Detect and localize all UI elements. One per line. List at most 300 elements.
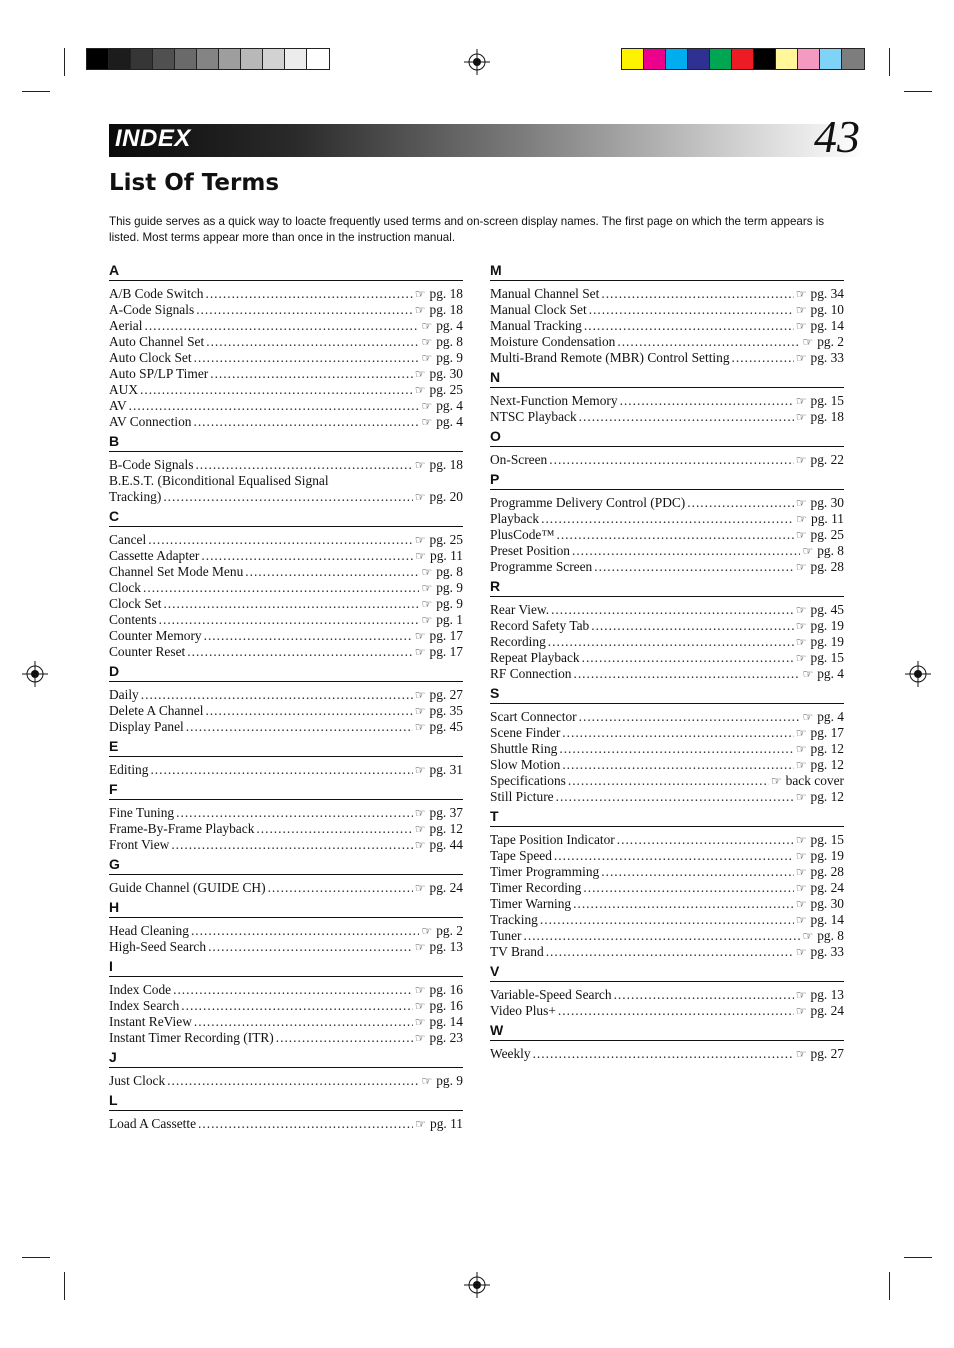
index-section-m	[490, 262, 844, 366]
pointing-hand-icon: ☞	[795, 913, 807, 927]
page-reference	[415, 1116, 463, 1132]
page-reference	[796, 789, 844, 805]
index-term: Contents	[109, 612, 157, 627]
page-reference-text: pg. 30	[810, 896, 844, 911]
index-entry	[490, 709, 844, 725]
page-reference	[415, 548, 463, 564]
pointing-hand-icon: ☞	[770, 774, 782, 788]
index-term: Auto Channel Set	[109, 334, 205, 349]
page-reference	[796, 495, 844, 511]
leader-dots	[568, 773, 769, 789]
page-reference-text: pg. 12	[810, 789, 844, 804]
leader-dots	[556, 789, 794, 805]
index-term: Manual Channel Set	[490, 286, 600, 301]
index-term: Programme Screen	[490, 559, 593, 574]
pointing-hand-icon: ☞	[414, 490, 426, 504]
page-reference	[796, 864, 844, 880]
index-term: Tracking	[490, 912, 538, 927]
index-entry	[109, 414, 463, 430]
pointing-hand-icon: ☞	[414, 303, 426, 317]
crop-mark	[889, 48, 890, 76]
leader-dots	[148, 532, 413, 548]
page-reference-text: pg. 15	[810, 832, 844, 847]
page-reference	[796, 1003, 844, 1019]
leader-dots	[201, 548, 413, 564]
page-number: 43	[814, 111, 860, 162]
pointing-hand-icon: ☞	[415, 1117, 427, 1131]
section-letter: H	[109, 899, 463, 918]
page-reference	[415, 998, 463, 1014]
page-reference-text: pg. 13	[429, 939, 463, 954]
page-reference-text: pg. 45	[429, 719, 463, 734]
page-reference-text: pg. 12	[810, 757, 844, 772]
index-term: Index Search	[109, 998, 180, 1013]
pointing-hand-icon: ☞	[421, 335, 433, 349]
page-reference-text: pg. 30	[810, 495, 844, 510]
index-entry	[109, 334, 463, 350]
page-reference	[796, 527, 844, 543]
page-reference	[796, 832, 844, 848]
index-term: Tuner	[490, 928, 522, 943]
page-reference	[415, 805, 463, 821]
index-term: Auto SP/LP Timer	[109, 366, 209, 381]
page-reference-text: pg. 44	[429, 837, 463, 852]
page-reference	[415, 457, 463, 473]
pointing-hand-icon: ☞	[795, 651, 807, 665]
index-term: Auto Clock Set	[109, 350, 192, 365]
index-section-b	[109, 433, 463, 505]
index-entry	[109, 1030, 463, 1046]
index-entry	[490, 848, 844, 864]
pointing-hand-icon: ☞	[795, 897, 807, 911]
page-reference	[415, 302, 463, 318]
page-reference-text: back cover	[785, 773, 844, 788]
pointing-hand-icon: ☞	[414, 822, 426, 836]
page-reference	[415, 286, 463, 302]
page-reference	[796, 602, 844, 618]
page-reference-text: pg. 27	[810, 1046, 844, 1061]
leader-dots	[601, 864, 794, 880]
page-reference-text: pg. 4	[436, 318, 463, 333]
page-reference	[421, 596, 463, 612]
color-swatch	[307, 49, 329, 69]
index-entry	[490, 650, 844, 666]
color-swatch	[732, 49, 754, 69]
page-reference-text: pg. 24	[429, 880, 463, 895]
page-reference-text: pg. 12	[429, 821, 463, 836]
index-term: Clock Set	[109, 596, 162, 611]
index-entry	[490, 602, 844, 618]
leader-dots	[579, 409, 794, 425]
pointing-hand-icon: ☞	[414, 629, 426, 643]
page-reference	[415, 687, 463, 703]
color-swatch	[153, 49, 175, 69]
index-entry	[490, 318, 844, 334]
index-entry	[490, 789, 844, 805]
index-entry	[490, 527, 844, 543]
pointing-hand-icon: ☞	[795, 945, 807, 959]
index-term: B.E.S.T. (Biconditional Equalised Signal	[109, 473, 329, 488]
index-section-p	[490, 471, 844, 575]
index-entry	[109, 982, 463, 998]
leader-dots	[193, 414, 419, 430]
page-reference	[796, 880, 844, 896]
page-reference	[796, 452, 844, 468]
leader-dots	[196, 302, 413, 318]
leader-dots	[181, 998, 412, 1014]
color-swatch	[241, 49, 263, 69]
page-reference	[421, 564, 463, 580]
page-reference-text: pg. 24	[810, 1003, 844, 1018]
index-term: Timer Programming	[490, 864, 600, 879]
index-entry	[109, 382, 463, 398]
leader-dots	[732, 350, 794, 366]
pointing-hand-icon: ☞	[414, 720, 426, 734]
color-swatch	[820, 49, 842, 69]
page-reference	[415, 821, 463, 837]
index-entry	[109, 548, 463, 564]
index-column-left	[109, 262, 463, 1135]
index-entry	[490, 302, 844, 318]
index-term: Tracking)	[109, 489, 162, 504]
leader-dots	[171, 837, 412, 853]
section-letter: R	[490, 578, 844, 597]
color-swatch	[644, 49, 666, 69]
index-entry	[109, 880, 463, 896]
pointing-hand-icon: ☞	[795, 560, 807, 574]
index-entry	[109, 644, 463, 660]
leader-dots	[551, 602, 794, 618]
page-reference	[796, 634, 844, 650]
color-swatch	[219, 49, 241, 69]
index-term: High-Seed Search	[109, 939, 207, 954]
index-entry	[109, 302, 463, 318]
index-entry	[109, 532, 463, 548]
index-header-banner	[109, 111, 866, 162]
pointing-hand-icon: ☞	[415, 549, 427, 563]
pointing-hand-icon: ☞	[795, 742, 807, 756]
color-swatch	[710, 49, 732, 69]
index-entry	[490, 773, 844, 789]
section-letter: J	[109, 1049, 463, 1068]
index-entry	[490, 987, 844, 1003]
page-reference-text: pg. 17	[810, 725, 844, 740]
section-letter: F	[109, 781, 463, 800]
page-reference-text: pg. 9	[436, 350, 463, 365]
index-entry	[490, 409, 844, 425]
leader-dots	[163, 596, 419, 612]
leader-dots	[617, 832, 794, 848]
pointing-hand-icon: ☞	[802, 544, 814, 558]
pointing-hand-icon: ☞	[795, 1004, 807, 1018]
page-reference	[415, 366, 463, 382]
page-reference	[796, 650, 844, 666]
leader-dots	[208, 939, 413, 955]
leader-dots	[210, 366, 413, 382]
index-term: Instant Timer Recording (ITR)	[109, 1030, 274, 1045]
page-reference	[415, 532, 463, 548]
index-entry	[490, 634, 844, 650]
page-reference	[421, 350, 463, 366]
index-term: Tape Position Indicator	[490, 832, 615, 847]
index-entry	[490, 928, 844, 944]
index-entry	[109, 805, 463, 821]
index-term: On-Screen	[490, 452, 548, 467]
pointing-hand-icon: ☞	[795, 726, 807, 740]
page-reference	[415, 489, 463, 505]
index-term: Frame-By-Frame Playback	[109, 821, 255, 836]
pointing-hand-icon: ☞	[795, 394, 807, 408]
leader-dots	[562, 757, 793, 773]
page-reference	[421, 1073, 463, 1089]
leader-dots	[548, 634, 794, 650]
leader-dots	[572, 543, 800, 559]
index-section-j	[109, 1049, 463, 1089]
pointing-hand-icon: ☞	[795, 790, 807, 804]
pointing-hand-icon: ☞	[414, 940, 426, 954]
page-reference	[796, 1046, 844, 1062]
index-entry	[109, 719, 463, 735]
leader-dots	[541, 511, 794, 527]
pointing-hand-icon: ☞	[421, 1074, 433, 1088]
page-reference	[796, 286, 844, 302]
index-term: Front View	[109, 837, 170, 852]
index-term: Just Clock	[109, 1073, 166, 1088]
color-swatch	[798, 49, 820, 69]
page-reference-text: pg. 15	[810, 393, 844, 408]
leader-dots	[144, 318, 419, 334]
index-entry	[109, 1014, 463, 1030]
index-term: Cancel	[109, 532, 147, 547]
index-section-t	[490, 808, 844, 960]
pointing-hand-icon: ☞	[795, 351, 807, 365]
index-term: Playback	[490, 511, 540, 526]
page-reference-text: pg. 19	[810, 634, 844, 649]
leader-dots	[533, 1046, 794, 1062]
page-reference-text: pg. 8	[436, 334, 463, 349]
index-entry	[490, 666, 844, 682]
pointing-hand-icon: ☞	[802, 335, 814, 349]
page-reference	[421, 612, 463, 628]
page-reference	[802, 334, 844, 350]
page-title: List Of Terms	[109, 170, 280, 196]
leader-dots	[186, 719, 413, 735]
leader-dots	[159, 612, 420, 628]
leader-dots	[554, 848, 794, 864]
pointing-hand-icon: ☞	[414, 704, 426, 718]
page-reference-text: pg. 8	[817, 928, 844, 943]
page-reference	[415, 982, 463, 998]
index-term: Shuttle Ring	[490, 741, 558, 756]
index-entry	[109, 350, 463, 366]
leader-dots	[558, 1003, 794, 1019]
leader-dots	[614, 987, 794, 1003]
index-entry	[490, 334, 844, 350]
index-entry	[109, 457, 463, 473]
page-reference-text: pg. 20	[429, 489, 463, 504]
index-term: Editing	[109, 762, 149, 777]
section-letter: E	[109, 738, 463, 757]
section-letter: I	[109, 958, 463, 977]
leader-dots	[245, 564, 419, 580]
page-reference-text: pg. 9	[436, 1073, 463, 1088]
leader-dots	[582, 650, 794, 666]
index-entry	[490, 511, 844, 527]
index-section-s	[490, 685, 844, 805]
pointing-hand-icon: ☞	[414, 383, 426, 397]
page-reference-text: pg. 31	[429, 762, 463, 777]
pointing-hand-icon: ☞	[795, 988, 807, 1002]
leader-dots	[205, 703, 412, 719]
page-reference-text: pg. 18	[429, 457, 463, 472]
pointing-hand-icon: ☞	[795, 865, 807, 879]
page-reference-text: pg. 8	[436, 564, 463, 579]
pointing-hand-icon: ☞	[421, 613, 433, 627]
leader-dots	[276, 1030, 413, 1046]
page-reference	[421, 580, 463, 596]
pointing-hand-icon: ☞	[796, 512, 808, 526]
leader-dots	[559, 741, 793, 757]
pointing-hand-icon: ☞	[802, 667, 814, 681]
crop-mark	[64, 48, 65, 76]
leader-dots	[556, 527, 793, 543]
page-reference	[796, 896, 844, 912]
pointing-hand-icon: ☞	[421, 319, 433, 333]
color-swatch	[842, 49, 864, 69]
page-reference	[796, 987, 844, 1003]
page-reference-text: pg. 8	[817, 543, 844, 558]
pointing-hand-icon: ☞	[414, 367, 426, 381]
page-reference-text: pg. 4	[436, 414, 463, 429]
index-entry	[109, 687, 463, 703]
page-reference	[415, 719, 463, 735]
page-reference-text: pg. 27	[429, 687, 463, 702]
index-entry	[109, 473, 463, 489]
page-reference-text: pg. 15	[810, 650, 844, 665]
index-entry	[109, 1073, 463, 1089]
leader-dots	[591, 618, 794, 634]
color-calibration-bar	[621, 48, 865, 70]
section-letter: S	[490, 685, 844, 704]
page-reference-text: pg. 45	[810, 602, 844, 617]
leader-dots	[129, 398, 420, 414]
page-reference-text: pg. 23	[429, 1030, 463, 1045]
page-reference-text: pg. 19	[810, 618, 844, 633]
index-entry	[109, 286, 463, 302]
section-letter: V	[490, 963, 844, 982]
index-term: Index Code	[109, 982, 172, 997]
leader-dots	[143, 580, 419, 596]
pointing-hand-icon: ☞	[795, 496, 807, 510]
index-term: Manual Clock Set	[490, 302, 587, 317]
leader-dots	[617, 334, 800, 350]
page-reference-text: pg. 12	[810, 741, 844, 756]
page-reference-text: pg. 37	[429, 805, 463, 820]
color-swatch	[109, 49, 131, 69]
page-reference-text: pg. 33	[810, 944, 844, 959]
index-term: Record Safety Tab	[490, 618, 590, 633]
page-reference	[796, 912, 844, 928]
pointing-hand-icon: ☞	[795, 453, 807, 467]
page-reference	[415, 762, 463, 778]
page-reference	[796, 511, 844, 527]
index-entry	[109, 366, 463, 382]
leader-dots	[573, 666, 800, 682]
pointing-hand-icon: ☞	[414, 688, 426, 702]
pointing-hand-icon: ☞	[802, 929, 814, 943]
index-term: Multi-Brand Remote (MBR) Control Setting	[490, 350, 730, 365]
leader-dots	[173, 982, 413, 998]
index-entry	[109, 489, 463, 505]
page-reference	[415, 703, 463, 719]
page-reference-text: pg. 16	[429, 998, 463, 1013]
pointing-hand-icon: ☞	[414, 763, 426, 777]
index-entry	[490, 832, 844, 848]
registration-mark-icon	[464, 49, 490, 75]
page-reference-text: pg. 25	[429, 532, 463, 547]
leader-dots	[583, 880, 793, 896]
index-term: RF Connection	[490, 666, 572, 681]
index-entry	[109, 939, 463, 955]
index-term: Daily	[109, 687, 139, 702]
registration-mark-icon	[464, 1272, 490, 1298]
index-section-v	[490, 963, 844, 1019]
color-swatch	[285, 49, 307, 69]
pointing-hand-icon: ☞	[421, 351, 433, 365]
page-reference-text: pg. 16	[429, 982, 463, 997]
leader-dots	[620, 393, 794, 409]
page-reference-text: pg. 4	[817, 666, 844, 681]
index-entry	[490, 741, 844, 757]
color-swatch	[87, 49, 109, 69]
section-letter: P	[490, 471, 844, 490]
index-entry	[109, 596, 463, 612]
index-entry	[490, 944, 844, 960]
index-entry	[490, 286, 844, 302]
index-term: Video Plus+	[490, 1003, 556, 1018]
index-entry	[109, 580, 463, 596]
page-reference-text: pg. 18	[429, 302, 463, 317]
leader-dots	[150, 762, 412, 778]
page-reference-text: pg. 28	[810, 559, 844, 574]
page-reference-text: pg. 25	[429, 382, 463, 397]
page-reference-text: pg. 18	[429, 286, 463, 301]
index-term: Instant ReView	[109, 1014, 192, 1029]
index-term: Load A Cassette	[109, 1116, 197, 1131]
index-term: Still Picture	[490, 789, 554, 804]
index-term: Repeat Playback	[490, 650, 580, 665]
page-reference	[415, 1014, 463, 1030]
page-reference	[415, 1030, 463, 1046]
page-reference-text: pg. 28	[810, 864, 844, 879]
crop-mark	[22, 91, 50, 92]
pointing-hand-icon: ☞	[414, 533, 426, 547]
page-reference	[796, 741, 844, 757]
index-entry	[490, 393, 844, 409]
page-reference-text: pg. 1	[436, 612, 463, 627]
index-term: A-Code Signals	[109, 302, 195, 317]
pointing-hand-icon: ☞	[421, 597, 433, 611]
index-term: Preset Position	[490, 543, 570, 558]
index-entry	[490, 559, 844, 575]
page-reference-text: pg. 11	[430, 1116, 463, 1131]
page-reference	[802, 709, 844, 725]
index-entry	[109, 318, 463, 334]
leader-dots	[540, 912, 794, 928]
page-reference	[796, 757, 844, 773]
index-term: Clock	[109, 580, 141, 595]
index-term: Guide Channel (GUIDE CH)	[109, 880, 266, 895]
